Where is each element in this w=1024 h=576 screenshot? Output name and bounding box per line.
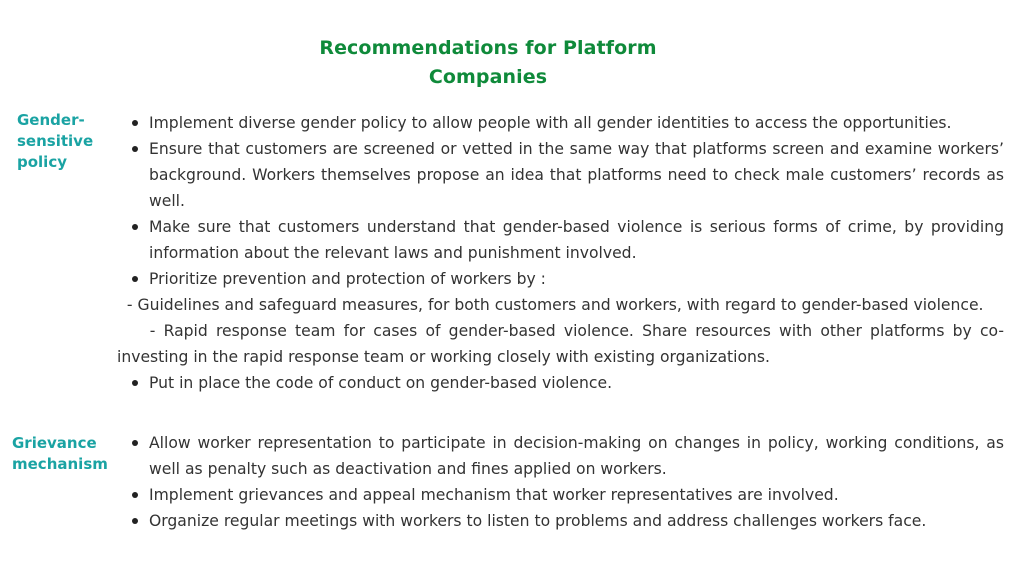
section-label-gender-sensitive-policy xyxy=(17,110,112,173)
sub-item-text: - Rapid response team for cases of gender-based violence. Share resources with other platforms by co-investing in the rapid response team or working closely with existing organizations. xyxy=(117,322,1004,366)
list-item: Ensure that customers are screened or vetted in the same way that platforms screen and examine workers’ background. Workers themselves propose an idea that platforms need to check male customers’ records as well. xyxy=(117,136,1004,214)
grievance-mechanism-list xyxy=(117,430,1004,534)
title-line-2: Companies xyxy=(428,66,548,88)
list-item: Put in place the code of conduct on gender-based violence. xyxy=(117,370,1004,396)
page-title xyxy=(278,34,698,92)
list-item: Allow worker representation to participate in decision-making on changes in policy, working conditions, as well as penalty such as deactivation and fines applied on workers. xyxy=(117,430,1004,482)
list-item: Prioritize prevention and protection of workers by : xyxy=(117,266,1004,292)
sub-item-guidelines xyxy=(117,292,1004,318)
title-line-1: Recommendations for Platform xyxy=(319,37,657,59)
label-line: Gender- xyxy=(17,111,85,129)
label-line: policy xyxy=(17,153,67,171)
list-item: Implement grievances and appeal mechanism that worker representatives are involved. xyxy=(117,482,1004,508)
list-item: Organize regular meetings with workers to listen to problems and address challenges workers face. xyxy=(117,508,1004,534)
gender-policy-list xyxy=(117,110,1004,396)
section-label-grievance-mechanism xyxy=(12,433,122,475)
list-item: Make sure that customers understand that gender-based violence is serious forms of crime, by providing information about the relevant laws and punishment involved. xyxy=(117,214,1004,266)
label-line: sensitive xyxy=(17,132,94,150)
list-item: Implement diverse gender policy to allow people with all gender identities to access the opportunities. xyxy=(117,110,1004,136)
label-line: mechanism xyxy=(12,455,108,473)
sub-item-rapid-response xyxy=(117,318,1004,370)
label-line: Grievance xyxy=(12,434,97,452)
sub-item-text: - Guidelines and safeguard measures, for both customers and workers, with regard to gender-based violence. xyxy=(126,296,984,314)
